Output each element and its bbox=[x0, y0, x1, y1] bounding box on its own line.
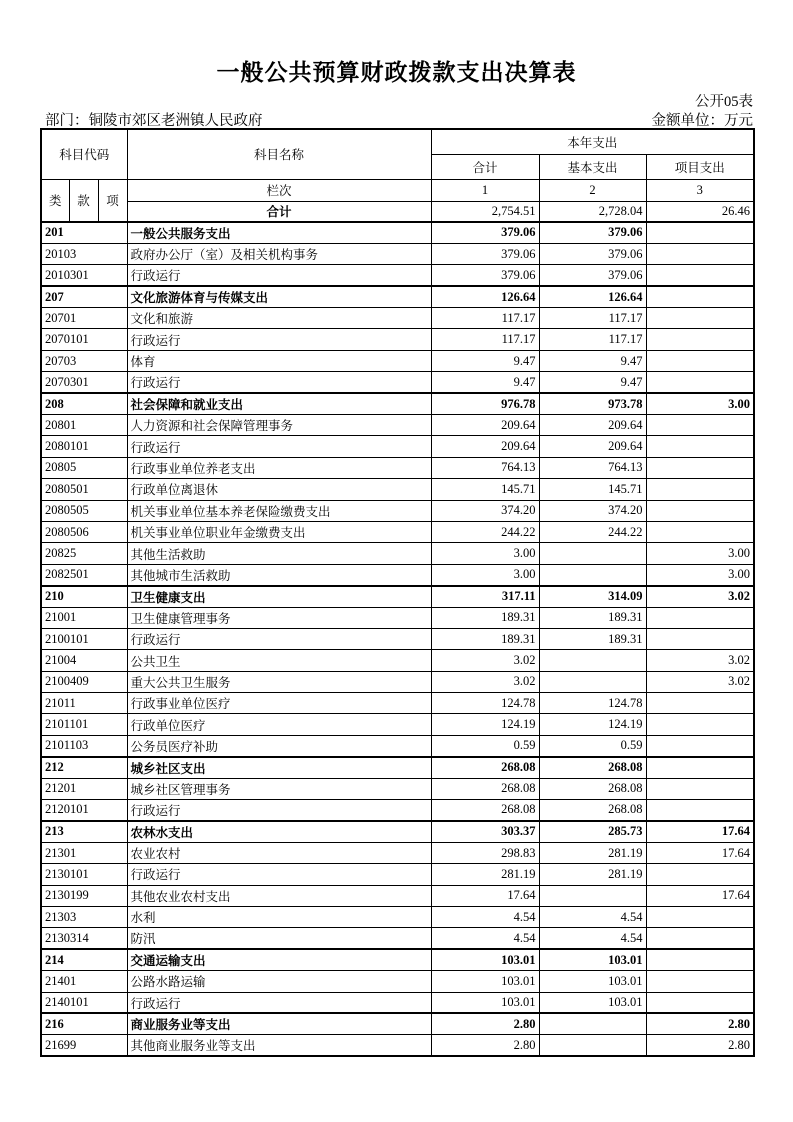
cell-project bbox=[646, 222, 754, 243]
cell-name: 农林水支出 bbox=[127, 821, 431, 842]
cell-name: 行政单位医疗 bbox=[127, 714, 431, 735]
cell-project bbox=[646, 607, 754, 628]
cell-name: 防汛 bbox=[127, 928, 431, 949]
cell-total: 4.54 bbox=[431, 928, 539, 949]
cell-project bbox=[646, 693, 754, 714]
cell-project bbox=[646, 757, 754, 778]
cell-code: 2082501 bbox=[41, 564, 127, 585]
cell-name: 行政事业单位医疗 bbox=[127, 693, 431, 714]
cell-project: 17.64 bbox=[646, 842, 754, 863]
cell-total: 103.01 bbox=[431, 971, 539, 992]
cell-basic: 314.09 bbox=[539, 586, 646, 607]
cell-project bbox=[646, 308, 754, 329]
cell-basic: 209.64 bbox=[539, 415, 646, 436]
cell-code: 2080506 bbox=[41, 521, 127, 542]
cell-code: 210 bbox=[41, 586, 127, 607]
cell-total: 209.64 bbox=[431, 415, 539, 436]
cell-code: 20805 bbox=[41, 457, 127, 478]
cell-basic: 9.47 bbox=[539, 372, 646, 393]
cell-total: 189.31 bbox=[431, 607, 539, 628]
cell-total: 103.01 bbox=[431, 992, 539, 1013]
cell-code: 2130199 bbox=[41, 885, 127, 906]
cell-basic: 281.19 bbox=[539, 864, 646, 885]
cell-code: 21699 bbox=[41, 1035, 127, 1056]
table-row bbox=[41, 586, 754, 607]
table-row bbox=[41, 500, 754, 521]
cell-name: 公共卫生 bbox=[127, 650, 431, 671]
table-row bbox=[41, 1013, 754, 1034]
cell-project: 3.02 bbox=[646, 671, 754, 692]
cell-code: 2120101 bbox=[41, 800, 127, 821]
cell-basic: 268.08 bbox=[539, 800, 646, 821]
table-number: 公开05表 bbox=[695, 94, 753, 110]
cell-project bbox=[646, 735, 754, 756]
grand-total-project: 26.46 bbox=[646, 201, 754, 222]
table-row bbox=[41, 735, 754, 756]
cell-project bbox=[646, 928, 754, 949]
cell-total: 4.54 bbox=[431, 907, 539, 928]
table-row bbox=[41, 457, 754, 478]
cell-project bbox=[646, 286, 754, 307]
cell-total: 379.06 bbox=[431, 265, 539, 286]
grand-total-basic: 2,728.04 bbox=[539, 201, 646, 222]
table-row bbox=[41, 992, 754, 1013]
header-col-total: 合计 bbox=[431, 154, 539, 179]
cell-total: 209.64 bbox=[431, 436, 539, 457]
cell-total: 117.17 bbox=[431, 308, 539, 329]
table-row bbox=[41, 265, 754, 286]
cell-code: 2080501 bbox=[41, 479, 127, 500]
cell-code: 20825 bbox=[41, 543, 127, 564]
header-code-class: 类 bbox=[41, 179, 69, 222]
cell-total: 317.11 bbox=[431, 586, 539, 607]
cell-total: 189.31 bbox=[431, 628, 539, 649]
cell-basic: 285.73 bbox=[539, 821, 646, 842]
cell-project: 3.00 bbox=[646, 543, 754, 564]
cell-name: 商业服务业等支出 bbox=[127, 1013, 431, 1034]
table-row bbox=[41, 650, 754, 671]
cell-name: 社会保障和就业支出 bbox=[127, 393, 431, 414]
cell-project: 3.00 bbox=[646, 393, 754, 414]
cell-project bbox=[646, 992, 754, 1013]
cell-code: 2130314 bbox=[41, 928, 127, 949]
table-row bbox=[41, 436, 754, 457]
cell-name: 城乡社区管理事务 bbox=[127, 778, 431, 799]
cell-code: 2010301 bbox=[41, 265, 127, 286]
cell-basic bbox=[539, 543, 646, 564]
cell-basic: 189.31 bbox=[539, 607, 646, 628]
cell-basic: 117.17 bbox=[539, 308, 646, 329]
cell-name: 一般公共服务支出 bbox=[127, 222, 431, 243]
cell-project bbox=[646, 436, 754, 457]
cell-code: 21301 bbox=[41, 842, 127, 863]
cell-basic: 281.19 bbox=[539, 842, 646, 863]
table-row bbox=[41, 308, 754, 329]
table-row bbox=[41, 757, 754, 778]
cell-total: 103.01 bbox=[431, 949, 539, 970]
cell-name: 公务员医疗补助 bbox=[127, 735, 431, 756]
cell-basic: 379.06 bbox=[539, 243, 646, 264]
table-row bbox=[41, 222, 754, 243]
cell-project: 17.64 bbox=[646, 821, 754, 842]
cell-name: 卫生健康支出 bbox=[127, 586, 431, 607]
cell-code: 2101101 bbox=[41, 714, 127, 735]
cell-code: 2070301 bbox=[41, 372, 127, 393]
cell-code: 2070101 bbox=[41, 329, 127, 350]
table-row bbox=[41, 628, 754, 649]
cell-project bbox=[646, 800, 754, 821]
cell-total: 268.08 bbox=[431, 778, 539, 799]
table-row bbox=[41, 372, 754, 393]
table-row bbox=[41, 350, 754, 371]
cell-project: 3.00 bbox=[646, 564, 754, 585]
cell-total: 17.64 bbox=[431, 885, 539, 906]
cell-name: 其他城市生活救助 bbox=[127, 564, 431, 585]
cell-basic: 145.71 bbox=[539, 479, 646, 500]
cell-code: 201 bbox=[41, 222, 127, 243]
table-row bbox=[41, 949, 754, 970]
cell-code: 216 bbox=[41, 1013, 127, 1034]
cell-total: 298.83 bbox=[431, 842, 539, 863]
cell-project bbox=[646, 949, 754, 970]
cell-code: 20703 bbox=[41, 350, 127, 371]
cell-code: 213 bbox=[41, 821, 127, 842]
cell-project bbox=[646, 907, 754, 928]
cell-basic: 4.54 bbox=[539, 907, 646, 928]
cell-name: 城乡社区支出 bbox=[127, 757, 431, 778]
cell-basic: 117.17 bbox=[539, 329, 646, 350]
cell-basic: 973.78 bbox=[539, 393, 646, 414]
header-column-index-1: 1 bbox=[431, 179, 539, 201]
cell-name: 行政运行 bbox=[127, 992, 431, 1013]
table-body bbox=[41, 222, 754, 1056]
table-row bbox=[41, 1035, 754, 1056]
cell-total: 3.02 bbox=[431, 650, 539, 671]
cell-name: 文化和旅游 bbox=[127, 308, 431, 329]
cell-total: 268.08 bbox=[431, 800, 539, 821]
cell-total: 124.78 bbox=[431, 693, 539, 714]
grand-total-total: 2,754.51 bbox=[431, 201, 539, 222]
table-row bbox=[41, 907, 754, 928]
cell-project bbox=[646, 521, 754, 542]
cell-name: 行政运行 bbox=[127, 436, 431, 457]
cell-total: 244.22 bbox=[431, 521, 539, 542]
table-row bbox=[41, 928, 754, 949]
cell-basic: 209.64 bbox=[539, 436, 646, 457]
cell-name: 行政运行 bbox=[127, 372, 431, 393]
cell-code: 21201 bbox=[41, 778, 127, 799]
cell-total: 379.06 bbox=[431, 243, 539, 264]
cell-name: 体育 bbox=[127, 350, 431, 371]
cell-total: 145.71 bbox=[431, 479, 539, 500]
header-code-section: 款 bbox=[69, 179, 98, 222]
table-row bbox=[41, 800, 754, 821]
cell-code: 212 bbox=[41, 757, 127, 778]
table-row bbox=[41, 671, 754, 692]
header-col-basic: 基本支出 bbox=[539, 154, 646, 179]
cell-code: 21011 bbox=[41, 693, 127, 714]
cell-total: 117.17 bbox=[431, 329, 539, 350]
cell-total: 2.80 bbox=[431, 1013, 539, 1034]
cell-code: 214 bbox=[41, 949, 127, 970]
header-row-1 bbox=[41, 129, 754, 154]
cell-basic: 103.01 bbox=[539, 971, 646, 992]
cell-name: 行政运行 bbox=[127, 265, 431, 286]
cell-basic bbox=[539, 1013, 646, 1034]
table-row bbox=[41, 714, 754, 735]
cell-name: 人力资源和社会保障管理事务 bbox=[127, 415, 431, 436]
table-row bbox=[41, 393, 754, 414]
cell-code: 20103 bbox=[41, 243, 127, 264]
grand-total-row bbox=[41, 201, 754, 222]
cell-project: 3.02 bbox=[646, 586, 754, 607]
cell-basic bbox=[539, 564, 646, 585]
table-row bbox=[41, 543, 754, 564]
table-row bbox=[41, 286, 754, 307]
table-row bbox=[41, 564, 754, 585]
header-code-item: 项 bbox=[98, 179, 127, 222]
cell-name: 行政事业单位养老支出 bbox=[127, 457, 431, 478]
cell-name: 卫生健康管理事务 bbox=[127, 607, 431, 628]
cell-code: 2080101 bbox=[41, 436, 127, 457]
cell-basic bbox=[539, 671, 646, 692]
cell-name: 其他生活救助 bbox=[127, 543, 431, 564]
unit-label: 金额单位：万元 bbox=[651, 113, 753, 129]
cell-basic bbox=[539, 1035, 646, 1056]
cell-project bbox=[646, 457, 754, 478]
cell-basic: 4.54 bbox=[539, 928, 646, 949]
department-label: 部门：铜陵市郊区老洲镇人民政府 bbox=[45, 113, 263, 129]
budget-table bbox=[40, 128, 755, 1057]
table-row bbox=[41, 479, 754, 500]
cell-code: 207 bbox=[41, 286, 127, 307]
cell-basic: 124.19 bbox=[539, 714, 646, 735]
cell-name: 行政单位离退休 bbox=[127, 479, 431, 500]
cell-project bbox=[646, 350, 754, 371]
cell-project bbox=[646, 329, 754, 350]
cell-basic: 9.47 bbox=[539, 350, 646, 371]
cell-project: 2.80 bbox=[646, 1035, 754, 1056]
cell-project: 3.02 bbox=[646, 650, 754, 671]
cell-name: 水利 bbox=[127, 907, 431, 928]
cell-basic bbox=[539, 650, 646, 671]
cell-total: 281.19 bbox=[431, 864, 539, 885]
cell-code: 2101103 bbox=[41, 735, 127, 756]
table-row bbox=[41, 885, 754, 906]
cell-total: 374.20 bbox=[431, 500, 539, 521]
cell-total: 9.47 bbox=[431, 350, 539, 371]
cell-project bbox=[646, 479, 754, 500]
cell-basic bbox=[539, 885, 646, 906]
cell-code: 20701 bbox=[41, 308, 127, 329]
cell-total: 976.78 bbox=[431, 393, 539, 414]
cell-code: 2080505 bbox=[41, 500, 127, 521]
cell-basic: 189.31 bbox=[539, 628, 646, 649]
cell-code: 21004 bbox=[41, 650, 127, 671]
cell-code: 21401 bbox=[41, 971, 127, 992]
header-subject-code: 科目代码 bbox=[41, 129, 127, 179]
cell-total: 126.64 bbox=[431, 286, 539, 307]
cell-name: 机关事业单位职业年金缴费支出 bbox=[127, 521, 431, 542]
cell-name: 行政运行 bbox=[127, 864, 431, 885]
cell-basic: 268.08 bbox=[539, 757, 646, 778]
table-row bbox=[41, 415, 754, 436]
cell-name: 农业农村 bbox=[127, 842, 431, 863]
cell-code: 20801 bbox=[41, 415, 127, 436]
cell-name: 文化旅游体育与传媒支出 bbox=[127, 286, 431, 307]
table-row bbox=[41, 607, 754, 628]
cell-project bbox=[646, 372, 754, 393]
cell-name: 行政运行 bbox=[127, 329, 431, 350]
cell-project bbox=[646, 265, 754, 286]
cell-total: 268.08 bbox=[431, 757, 539, 778]
cell-basic: 764.13 bbox=[539, 457, 646, 478]
cell-total: 303.37 bbox=[431, 821, 539, 842]
cell-project: 2.80 bbox=[646, 1013, 754, 1034]
cell-basic: 126.64 bbox=[539, 286, 646, 307]
table-row bbox=[41, 864, 754, 885]
cell-code: 2140101 bbox=[41, 992, 127, 1013]
cell-project bbox=[646, 971, 754, 992]
cell-code: 2100101 bbox=[41, 628, 127, 649]
header-current-year: 本年支出 bbox=[431, 129, 754, 154]
cell-basic: 379.06 bbox=[539, 222, 646, 243]
cell-project: 17.64 bbox=[646, 885, 754, 906]
cell-name: 重大公共卫生服务 bbox=[127, 671, 431, 692]
table-row bbox=[41, 693, 754, 714]
header-column-index-2: 2 bbox=[539, 179, 646, 201]
cell-total: 2.80 bbox=[431, 1035, 539, 1056]
cell-name: 行政运行 bbox=[127, 800, 431, 821]
cell-project bbox=[646, 628, 754, 649]
cell-name: 交通运输支出 bbox=[127, 949, 431, 970]
table-row bbox=[41, 778, 754, 799]
cell-total: 3.00 bbox=[431, 543, 539, 564]
cell-name: 公路水路运输 bbox=[127, 971, 431, 992]
header-column-index-label: 栏次 bbox=[127, 179, 431, 201]
table-row bbox=[41, 842, 754, 863]
header-subject-name: 科目名称 bbox=[127, 129, 431, 179]
page-title: 一般公共预算财政拨款支出决算表 bbox=[216, 59, 577, 85]
cell-name: 其他商业服务业等支出 bbox=[127, 1035, 431, 1056]
cell-total: 9.47 bbox=[431, 372, 539, 393]
header-column-index-3: 3 bbox=[646, 179, 754, 201]
header-row-3 bbox=[41, 179, 754, 201]
cell-total: 0.59 bbox=[431, 735, 539, 756]
cell-project bbox=[646, 415, 754, 436]
cell-project bbox=[646, 714, 754, 735]
cell-basic: 0.59 bbox=[539, 735, 646, 756]
cell-name: 其他农业农村支出 bbox=[127, 885, 431, 906]
cell-total: 379.06 bbox=[431, 222, 539, 243]
table-row bbox=[41, 243, 754, 264]
cell-basic: 244.22 bbox=[539, 521, 646, 542]
cell-basic: 374.20 bbox=[539, 500, 646, 521]
cell-basic: 124.78 bbox=[539, 693, 646, 714]
cell-total: 3.00 bbox=[431, 564, 539, 585]
cell-name: 政府办公厅（室）及相关机构事务 bbox=[127, 243, 431, 264]
cell-code: 2130101 bbox=[41, 864, 127, 885]
header-col-project: 项目支出 bbox=[646, 154, 754, 179]
cell-basic: 268.08 bbox=[539, 778, 646, 799]
cell-total: 3.02 bbox=[431, 671, 539, 692]
cell-name: 机关事业单位基本养老保险缴费支出 bbox=[127, 500, 431, 521]
cell-code: 21001 bbox=[41, 607, 127, 628]
cell-project bbox=[646, 864, 754, 885]
cell-code: 2100409 bbox=[41, 671, 127, 692]
meta-row bbox=[45, 109, 753, 130]
cell-total: 124.19 bbox=[431, 714, 539, 735]
cell-project bbox=[646, 500, 754, 521]
table-row bbox=[41, 821, 754, 842]
cell-basic: 103.01 bbox=[539, 949, 646, 970]
cell-code: 208 bbox=[41, 393, 127, 414]
cell-basic: 379.06 bbox=[539, 265, 646, 286]
table-row bbox=[41, 329, 754, 350]
cell-code: 21303 bbox=[41, 907, 127, 928]
cell-project bbox=[646, 243, 754, 264]
cell-project bbox=[646, 778, 754, 799]
cell-total: 764.13 bbox=[431, 457, 539, 478]
table-row bbox=[41, 521, 754, 542]
cell-basic: 103.01 bbox=[539, 992, 646, 1013]
table-row bbox=[41, 971, 754, 992]
grand-total-label: 合计 bbox=[127, 201, 431, 222]
cell-name: 行政运行 bbox=[127, 628, 431, 649]
